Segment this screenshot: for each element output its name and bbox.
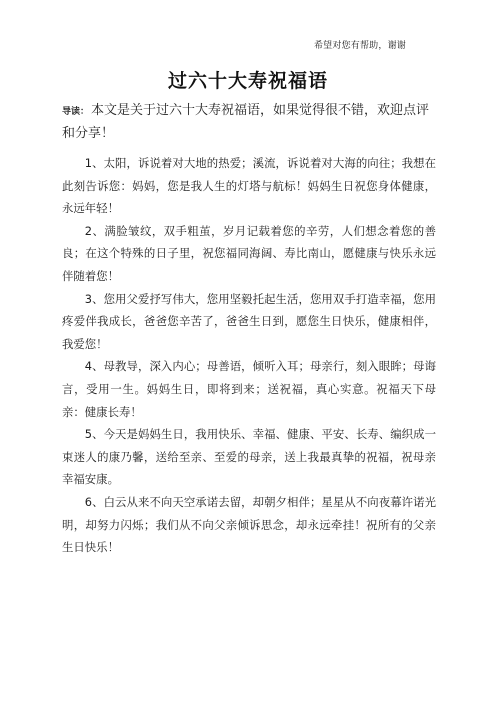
paragraph-3: 3、您用父爱抒写伟大，您用坚毅托起生活，您用双手打造幸福，您用疼爱伴我成长，爸爸您辛苦了，爸爸生日到，愿您生日快乐，健康相伴，我爱您！ bbox=[62, 291, 436, 351]
paragraph-4: 4、母教导，深入内心；母善语，倾听入耳；母亲行，刻入眼眸；母诲言，受用一生。妈妈生日，即将到来；送祝福，真心实意。祝福天下母亲：健康长寿！ bbox=[62, 359, 436, 419]
paragraph-2: 2、满脸皱纹，双手粗茧，岁月记载着您的辛劳，人们想念着您的善良；在这个特殊的日子里，祝您福同海阔、寿比南山，愿健康与快乐永远伴随着您！ bbox=[62, 223, 436, 283]
intro-text: 本文是关于过六十大寿祝福语，如果觉得很不错，欢迎点评和分享！ bbox=[62, 103, 430, 141]
intro-paragraph bbox=[62, 100, 436, 145]
header-note: 希望对您有帮助，谢谢 bbox=[313, 41, 406, 51]
paragraph-1: 1、太阳，诉说着对大地的热爱；溪流，诉说着对大海的向往；我想在此刻告诉您：妈妈，您是我人生的灯塔与航标！妈妈生日祝您身体健康，永远年轻！ bbox=[62, 156, 436, 216]
paragraph-6: 6、白云从来不向天空承诺去留，却朝夕相伴；星星从不向夜幕许诺光明，却努力闪烁；我们从不向父亲倾诉思念，却永远牵挂！祝所有的父亲生日快乐！ bbox=[62, 494, 436, 555]
intro-label: 导读： bbox=[62, 107, 90, 117]
body-text bbox=[62, 152, 436, 559]
paragraph-5: 5、今天是妈妈生日，我用快乐、幸福、健康、平安、长寿、编织成一束迷人的康乃馨，送给至亲、至爱的母亲，送上我最真挚的祝福，祝母亲幸福安康。 bbox=[62, 427, 436, 487]
page-title: 过六十大寿祝福语 bbox=[167, 70, 328, 92]
